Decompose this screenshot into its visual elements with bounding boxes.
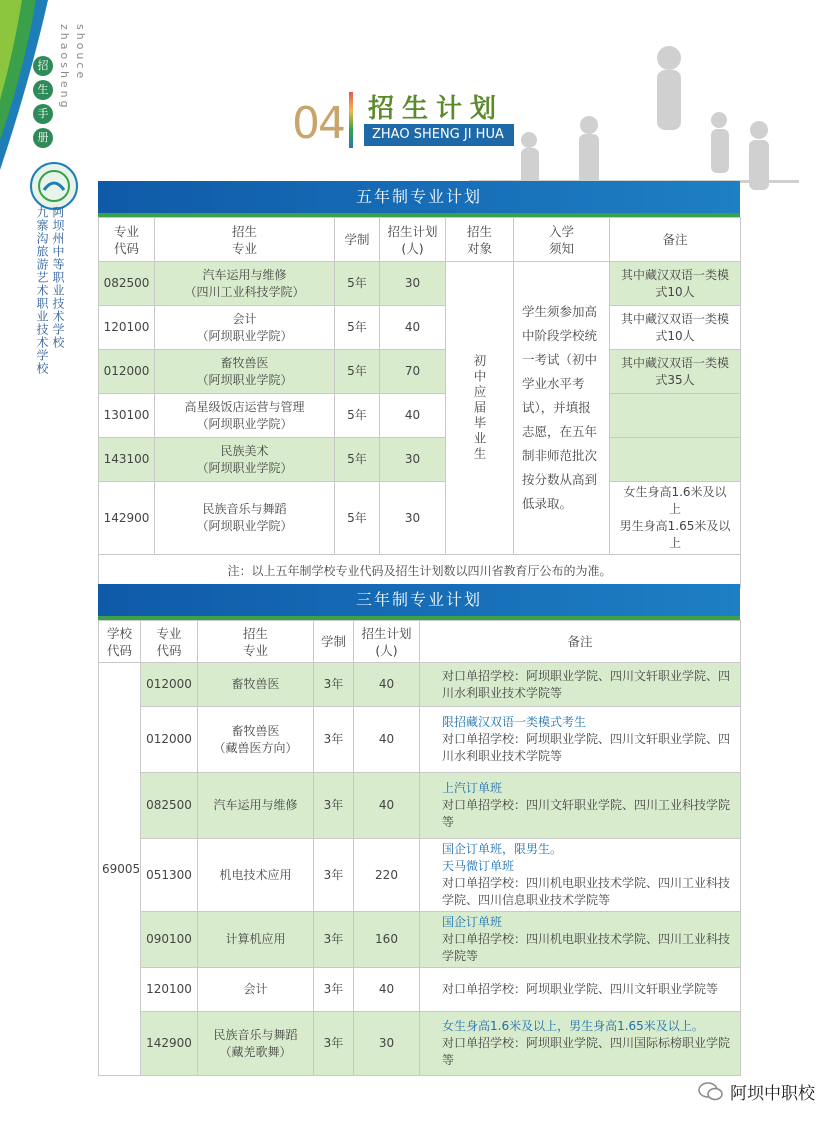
cell-years: 5年 (335, 350, 380, 394)
cell-code: 142900 (99, 482, 155, 555)
table-row (99, 968, 741, 1012)
header-code: 专业 代码 (141, 621, 198, 663)
footer-brand (698, 1079, 815, 1104)
cell-target (446, 262, 514, 555)
major-name: 机电技术应用 (219, 867, 292, 882)
cell-years: 5年 (335, 306, 380, 350)
remark-highlight: 国企订单班 (442, 915, 503, 929)
cell-years: 3年 (314, 839, 354, 912)
cell-remark (420, 839, 741, 912)
remark-schools: 对口单招学校：阿坝职业学院、四川文轩职业学院、四川水利职业技术学院等 (442, 732, 731, 763)
cell-major (155, 262, 335, 306)
table-row (99, 1012, 741, 1076)
school-name-2: 九寨沟旅游艺术职业技术学校 (35, 206, 49, 375)
table-row (99, 394, 741, 438)
cell-major (155, 394, 335, 438)
school-name-1: 阿坝州中等职业技术学校 (51, 206, 65, 349)
table-row (99, 663, 741, 707)
cell-plan: 30 (380, 482, 446, 555)
remark-schools: 对口单招学校：阿坝职业学院、四川国际标榜职业学院等 (442, 1036, 731, 1067)
header-target: 招生 对象 (446, 218, 514, 262)
major-name: 民族音乐与舞蹈 (202, 502, 287, 516)
cell-plan: 30 (380, 262, 446, 306)
section-number: 04 (292, 98, 344, 149)
target-text: 初中应届毕业生 (472, 353, 487, 463)
header-major: 招生 专业 (155, 218, 335, 262)
cell-plan: 70 (380, 350, 446, 394)
header-notice: 入学 须知 (514, 218, 610, 262)
cell-major (198, 663, 314, 707)
remark-highlight: 女生身高1.6米及以上，男生身高1.65米及以上。 (442, 1019, 704, 1033)
remark-highlight: 限招藏汉双语一类模式考生 (442, 715, 587, 729)
five-year-plan-table (98, 181, 740, 588)
cell-years: 5年 (335, 438, 380, 482)
major-school: （阿坝职业学院） (196, 460, 293, 475)
header-major: 招生 专业 (198, 621, 314, 663)
header-remark: 备注 (420, 621, 741, 663)
header-years: 学制 (314, 621, 354, 663)
five-year-grid (98, 217, 741, 588)
cell-plan: 40 (380, 394, 446, 438)
table-row (99, 482, 741, 555)
cell-major (198, 968, 314, 1012)
cell-years: 3年 (314, 663, 354, 707)
cell-major (198, 773, 314, 839)
cell-plan: 40 (354, 707, 420, 773)
cell-code: 012000 (141, 663, 198, 707)
major-school: （阿坝职业学院） (196, 372, 293, 387)
cell-school-code: 69005 (99, 663, 141, 1076)
remark-schools: 对口单招学校：阿坝职业学院、四川文轩职业学院等 (442, 982, 719, 996)
badge-sheng: 生 (33, 80, 53, 100)
remark-highlight: 上汽订单班 (442, 781, 503, 795)
table-row (99, 707, 741, 773)
wechat-icon (698, 1082, 724, 1102)
badge-shou: 手 (33, 104, 53, 124)
cell-major (198, 912, 314, 968)
cell-years: 3年 (314, 912, 354, 968)
logo-emblem-icon (32, 164, 76, 208)
cell-plan: 160 (354, 912, 420, 968)
cell-code: 120100 (99, 306, 155, 350)
major-school: （阿坝职业学院） (196, 416, 293, 431)
page-title: 招生计划 (368, 94, 505, 124)
major-name: 汽车运用与维修 (202, 267, 287, 282)
header-divider (349, 92, 353, 148)
table-row (99, 306, 741, 350)
five-year-note: 注：以上五年制学校专业代码及招生计划数以四川省教育厅公布的为准。 (99, 555, 741, 588)
cell-years: 3年 (314, 1012, 354, 1076)
cell-remark: 其中藏汉双语一类模式10人 (610, 306, 741, 350)
cell-years: 3年 (314, 707, 354, 773)
cell-major (198, 707, 314, 773)
table-row (99, 912, 741, 968)
header-plan: 招生计划 (人) (380, 218, 446, 262)
notice-text: 学生须参加高中阶段学校统一考试（初中学业水平考试），并填报志愿，在五年制非师范批次按分数从高到低录取。 (522, 304, 598, 511)
cell-major (198, 1012, 314, 1076)
cell-major (155, 306, 335, 350)
header-remark: 备注 (610, 218, 741, 262)
cell-remark: 女生身高1.6米及以上 男生身高1.65米及以上 (610, 482, 741, 555)
cell-major (155, 482, 335, 555)
cell-remark: 其中藏汉双语一类模式35人 (610, 350, 741, 394)
major-name: 民族美术 (220, 443, 269, 458)
three-year-plan-table (98, 584, 740, 1076)
header-years: 学制 (335, 218, 380, 262)
badge-zhao: 招 (33, 56, 53, 76)
cell-remark: 其中藏汉双语一类模式10人 (610, 262, 741, 306)
cell-major (198, 839, 314, 912)
cell-code: 082500 (99, 262, 155, 306)
major-name: 会计 (232, 311, 257, 326)
cell-code: 090100 (141, 912, 198, 968)
major-school: （阿坝职业学院） (196, 328, 293, 343)
cell-plan: 30 (380, 438, 446, 482)
header-school-code: 学校 代码 (99, 621, 141, 663)
table-row (99, 350, 741, 394)
major-name: 会计 (243, 982, 268, 996)
major-school: （阿坝职业学院） (196, 519, 293, 533)
cell-remark (610, 394, 741, 438)
cell-plan: 40 (354, 773, 420, 839)
cell-code: 142900 (141, 1012, 198, 1076)
cell-code: 082500 (141, 773, 198, 839)
remark-highlight: 国企订单班，限男生。 天马微订单班 (442, 842, 563, 873)
cell-plan: 220 (354, 839, 420, 912)
table-row (99, 773, 741, 839)
cell-remark (420, 1012, 741, 1076)
major-direction: （藏羌歌舞） (219, 1044, 292, 1059)
major-name: 高星级饭店运营与管理 (184, 399, 305, 414)
cell-remark (610, 438, 741, 482)
cell-years: 5年 (335, 262, 380, 306)
five-year-title: 五年制专业计划 (98, 181, 740, 217)
cell-plan: 40 (354, 663, 420, 707)
cell-years: 5年 (335, 482, 380, 555)
pinyin-shouce: shouce (74, 24, 87, 82)
remark-schools: 对口单招学校：阿坝职业学院、四川文轩职业学院、四川水利职业技术学院等 (442, 668, 731, 700)
header-code: 专业 代码 (99, 218, 155, 262)
three-year-grid (98, 620, 741, 1076)
cell-remark (420, 968, 741, 1012)
major-name: 计算机应用 (225, 932, 286, 946)
cell-major (155, 350, 335, 394)
footer-brand-text: 阿坝中职校 (730, 1084, 815, 1104)
cell-years: 5年 (335, 394, 380, 438)
major-name: 汽车运用与维修 (213, 798, 298, 812)
cell-remark (420, 707, 741, 773)
badge-ce: 册 (33, 128, 53, 148)
cell-code: 120100 (141, 968, 198, 1012)
pinyin-zhaosheng: zhaosheng (58, 24, 71, 111)
major-direction: （藏兽医方向） (213, 740, 298, 755)
five-year-header-row (99, 218, 741, 262)
cell-remark (420, 663, 741, 707)
cell-notice (514, 262, 610, 555)
major-name: 畜牧兽医 (220, 355, 269, 370)
cell-remark (420, 912, 741, 968)
cell-plan: 40 (380, 306, 446, 350)
cell-code: 130100 (99, 394, 155, 438)
school-logo (30, 162, 78, 210)
major-name: 畜牧兽医 (231, 723, 280, 738)
remark-schools: 对口单招学校：四川机电职业技术学院、四川工业科技学院、四川信息职业技术学院等 (442, 876, 731, 907)
three-year-title: 三年制专业计划 (98, 584, 740, 620)
page-subtitle: ZHAO SHENG JI HUA (364, 124, 514, 146)
header-plan: 招生计划 (人) (354, 621, 420, 663)
cell-years: 3年 (314, 968, 354, 1012)
cell-code: 012000 (141, 707, 198, 773)
major-name: 民族音乐与舞蹈 (213, 1027, 298, 1042)
cell-remark (420, 773, 741, 839)
table-row (99, 262, 741, 306)
major-school: （四川工业科技学院） (184, 284, 305, 299)
three-year-header-row (99, 621, 741, 663)
remark-schools: 对口单招学校：四川机电职业技术学院、四川工业科技学院等 (442, 932, 731, 963)
cell-major (155, 438, 335, 482)
five-year-note-row (99, 555, 741, 588)
cell-years: 3年 (314, 773, 354, 839)
table-row (99, 839, 741, 912)
cell-plan: 40 (354, 968, 420, 1012)
cell-code: 012000 (99, 350, 155, 394)
cell-code: 051300 (141, 839, 198, 912)
cell-plan: 30 (354, 1012, 420, 1076)
table-row (99, 438, 741, 482)
major-name: 畜牧兽医 (231, 677, 280, 691)
remark-schools: 对口单招学校：四川文轩职业学院、四川工业科技学院等 (442, 798, 731, 829)
cell-code: 143100 (99, 438, 155, 482)
